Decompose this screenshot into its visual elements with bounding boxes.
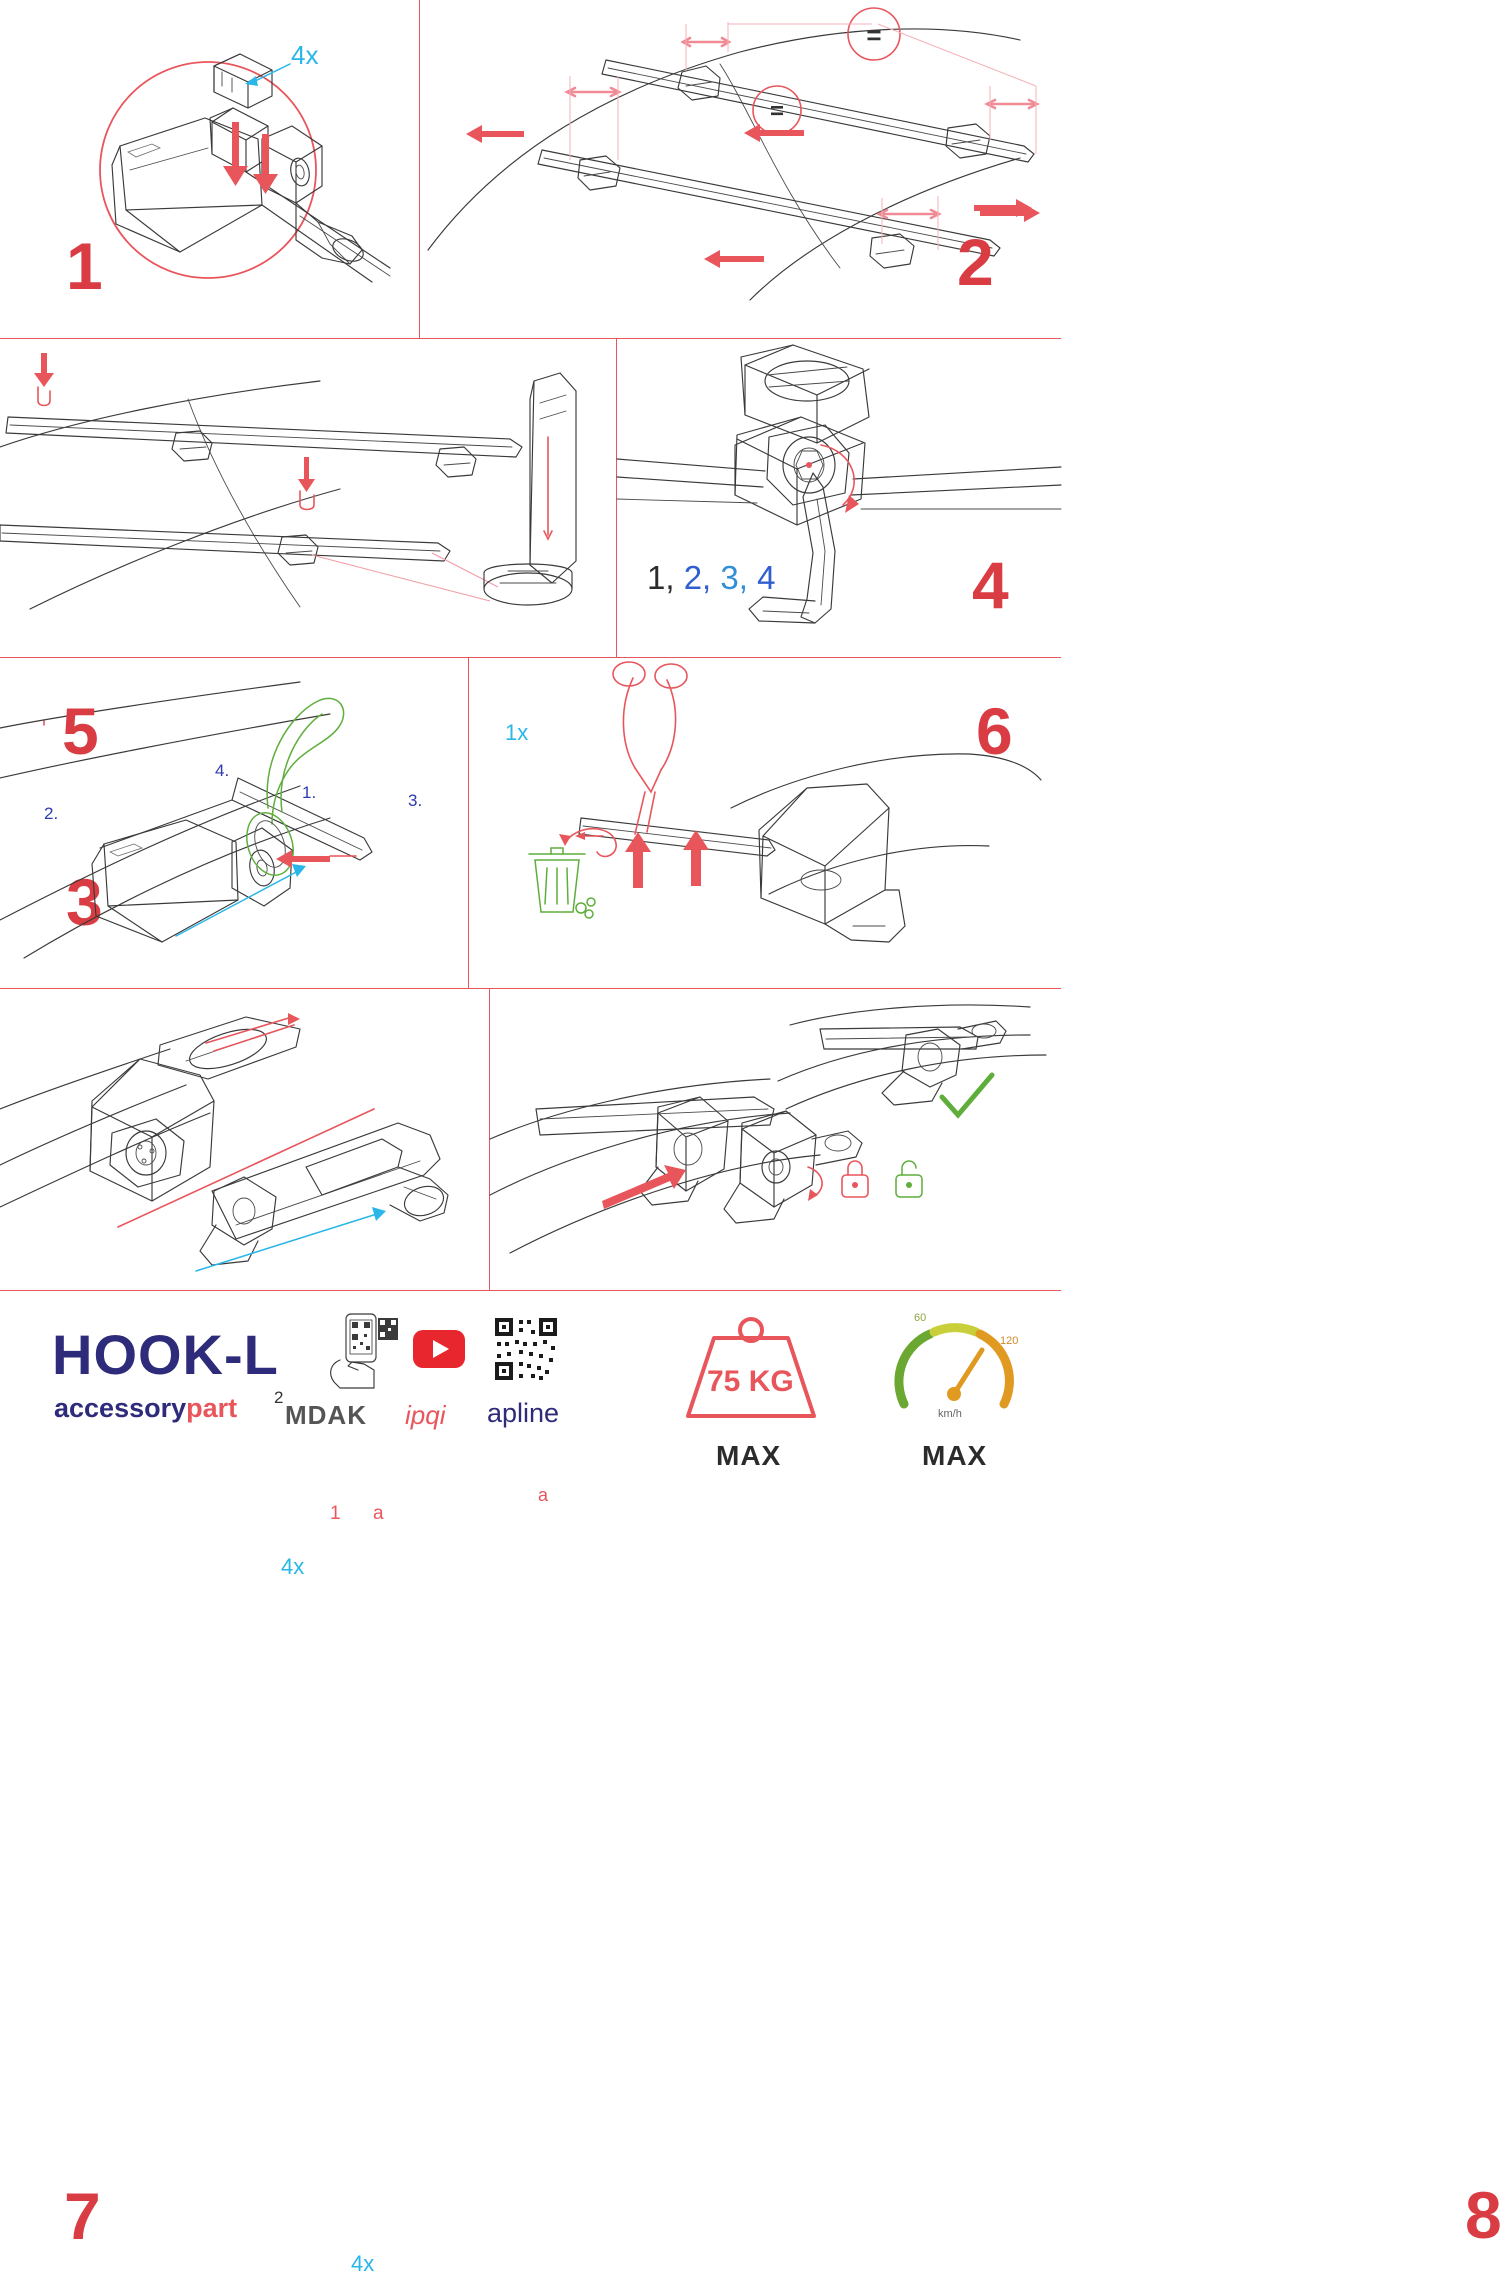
youtube-icon[interactable] xyxy=(413,1330,465,1368)
step-2-panel xyxy=(420,0,1061,338)
speed-max-label: MAX xyxy=(922,1440,988,1471)
weight-max-label: MAX xyxy=(716,1440,782,1471)
step-1-number: 1 xyxy=(66,229,101,303)
step-5-callout-2: 2 xyxy=(274,1388,284,1407)
step-8-number: 8 xyxy=(1465,2178,1500,2252)
partner-apline: apline xyxy=(487,1398,560,1428)
step-3-number: 3 xyxy=(66,865,101,939)
step-2-number: 2 xyxy=(957,225,992,299)
step-4-sequence xyxy=(647,559,775,597)
step-6-number: 6 xyxy=(976,694,1011,768)
qr-code-icon xyxy=(493,1316,559,1382)
step-3-order-label-2: 2. xyxy=(44,804,59,823)
step-5-callout-1: 1 xyxy=(330,1503,341,1524)
step-5-callout-a: a xyxy=(373,1503,384,1524)
svg-text:=: = xyxy=(866,20,882,50)
step-3-order-label-4: 4. xyxy=(215,761,230,780)
step-3-panel xyxy=(0,339,616,939)
partner-mdak-label: MDAK xyxy=(285,1400,367,1430)
step-3-order-label-3: 3. xyxy=(408,791,423,810)
weight-value: 75 KG xyxy=(707,1365,794,1398)
step-1-panel xyxy=(0,0,419,338)
step-1-quantity-label: 4x xyxy=(291,40,319,70)
step-3-quantity-label: 1x xyxy=(505,720,529,745)
seq-item-4: 4 xyxy=(757,559,776,596)
seq-item-3: 3, xyxy=(720,559,748,596)
step-5-number: 5 xyxy=(62,694,97,768)
qr-phone-icon xyxy=(322,1312,402,1390)
brand-logo: HOOK-L xyxy=(52,1323,279,1386)
step-4-panel xyxy=(617,339,1061,657)
step-5-quantity-label: 4x xyxy=(281,1554,305,1579)
step-6-callout-a: a xyxy=(538,1485,549,1505)
step-8-illustration xyxy=(490,989,1061,1290)
partner-ipqi: ipqi xyxy=(405,1400,446,1430)
speed-tick-120: 120 xyxy=(1000,1335,1019,1347)
step-3-order-label-1: 1. xyxy=(302,783,317,802)
step-4-number: 4 xyxy=(972,548,1007,622)
brand-tagline xyxy=(54,1393,237,1424)
speed-tick-60: 60 xyxy=(914,1312,927,1324)
seq-item-2: 2, xyxy=(683,559,712,596)
step-7-quantity-label: 4x xyxy=(351,2251,375,2276)
step-7-number: 7 xyxy=(64,2179,99,2253)
brand-tagline-part: part xyxy=(186,1393,238,1423)
step-3-illustration xyxy=(0,339,616,657)
partner-mdak xyxy=(285,1400,367,1431)
seq-item-1: 1, xyxy=(647,559,675,596)
speed-unit: km/h xyxy=(938,1408,962,1420)
svg-text:=: = xyxy=(769,98,785,125)
brand-tagline-accessory: accessory xyxy=(54,1393,187,1423)
step-6-illustration xyxy=(469,658,1061,988)
step-1-illustration xyxy=(0,0,419,338)
step-7-illustration xyxy=(0,989,489,1290)
footer xyxy=(0,1290,1061,1500)
